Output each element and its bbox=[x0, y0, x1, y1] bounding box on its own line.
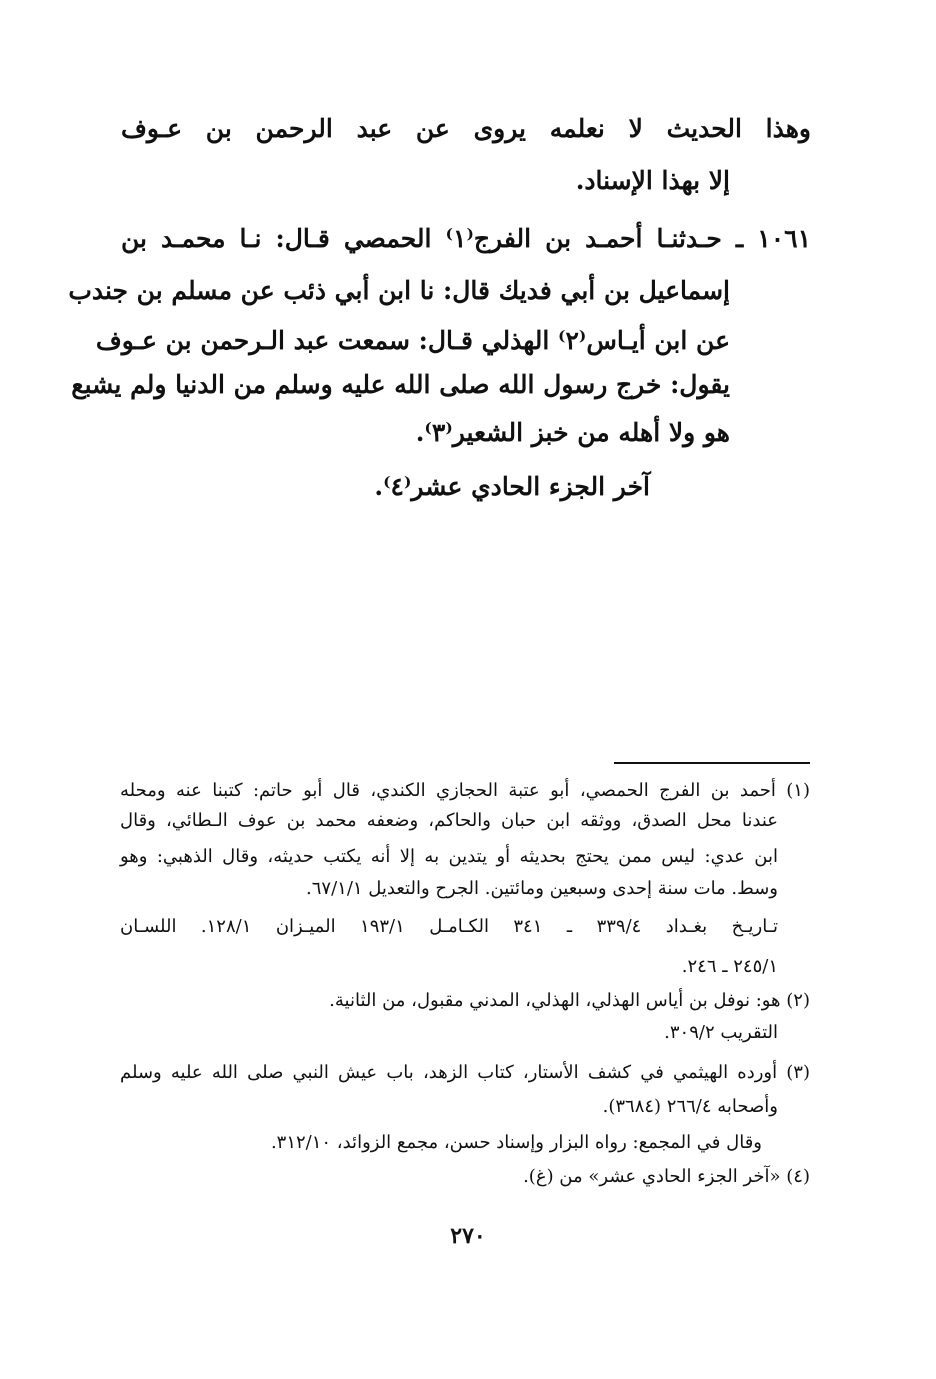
footnote-1-line-5: تـاريـخ بغـداد ٣٣٩/٤ ـ ٣٤١ الكـامـل ١٩٣/١ الميـزان ١٢٨/١. اللسـان bbox=[120, 916, 778, 937]
page-number: ٢٧٠ bbox=[450, 1223, 486, 1249]
main-text-line-1: وهذا الحديث لا نعلمه يروى عن عبد الرحمن بن عـوف bbox=[121, 114, 811, 143]
footnote-4-line-1: (٤) «آخر الجزء الحادي عشر» من (غ). bbox=[523, 1166, 810, 1187]
footnote-1-line-4: وسط. مات سنة إحدى وسبعين ومائتين. الجرح والتعديل ٦٧/١/١. bbox=[306, 878, 778, 899]
footnote-separator bbox=[614, 762, 810, 764]
footnote-2-line-1: (٢) هو: نوفل بن أياس الهذلي، الهذلي، المدني مقبول، من الثانية. bbox=[329, 990, 810, 1011]
hadith-1061-line-2: إسماعيل بن أبي فديك قال: نا ابن أبي ذئب عن مسلم بن جندب bbox=[68, 276, 730, 305]
footnote-2-line-2: التقريب ٣٠٩/٢. bbox=[664, 1022, 778, 1043]
footnote-1-line-1: (١) أحمد بن الفرج الحمصي، أبو عتبة الحجازي الكندي، قال أبو حاتم: كتبنا عنه ومحله bbox=[120, 780, 810, 801]
hadith-1061-line-3: عن ابن أيـاس⁽٢⁾ الهذلي قـال: سمعت عبد الـرحمن بن عـوف bbox=[95, 326, 730, 355]
end-of-part-eleven: آخر الجزء الحادي عشر⁽٤⁾. bbox=[374, 472, 650, 501]
footnote-1-line-3: ابن عدي: ليس ممن يحتج بحديثه أو يتدين به إلا أنه يكتب حديثه، وقال الذهبي: وهو bbox=[120, 846, 778, 867]
footnote-3-line-3: وقال في المجمع: رواه البزار وإسناد حسن، مجمع الزوائد، ٣١٢/١٠. bbox=[270, 1132, 762, 1153]
hadith-1061-line-4: يقول: خرج رسول الله صلى الله عليه وسلم من الدنيا ولم يشبع bbox=[71, 370, 730, 399]
hadith-1061-line-5: هو ولا أهله من خبز الشعير⁽٣⁾. bbox=[415, 418, 730, 447]
footnote-3-line-1: (٣) أورده الهيثمي في كشف الأستار، كتاب الزهد، باب عيش النبي صلى الله عليه وسلم bbox=[120, 1062, 810, 1083]
footnote-1-line-6: ٢٤٥/١ ـ ٢٤٦. bbox=[681, 956, 778, 977]
footnote-1-line-2: عندنا محل الصدق، ووثقه ابن حبان والحاكم، وضعفه محمد بن عوف الـطائي، وقال bbox=[120, 810, 778, 831]
footnote-3-line-2: وأصحابه ٢٦٦/٤ (٣٦٨٤). bbox=[602, 1096, 778, 1117]
hadith-1061-line-1: ١٠٦١ ـ حـدثنـا أحمـد بن الفرج⁽١⁾ الحمصي قـال: نـا محمـد بن bbox=[121, 224, 811, 253]
main-text-line-2: إلا بهذا الإسناد. bbox=[575, 166, 730, 195]
